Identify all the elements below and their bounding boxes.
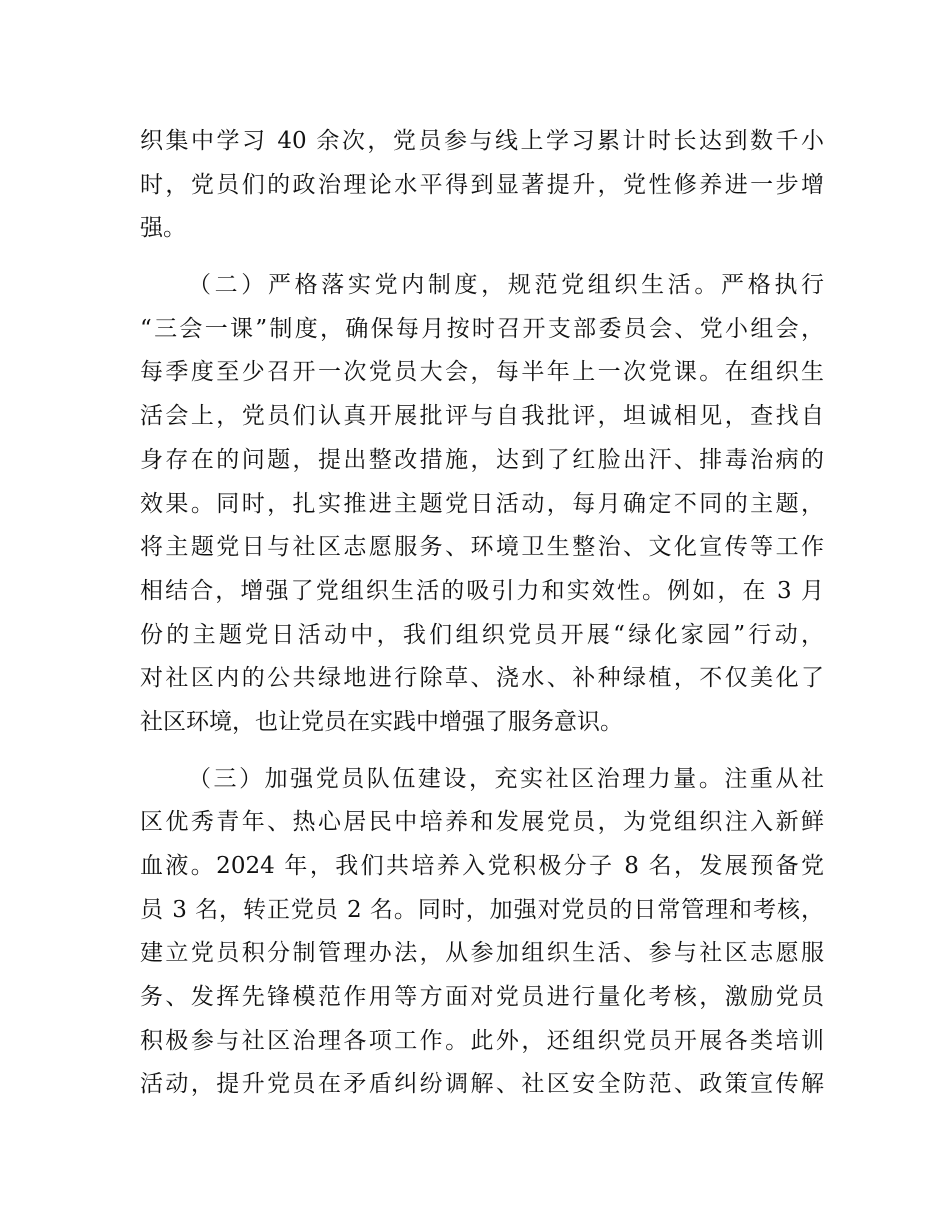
text-line: 份的主题党日活动中，我们组织党员开展“绿化家园”行动， <box>140 621 824 648</box>
text-line: 对社区内的公共绿地进行除草、浇水、补种绿植，不仅美化了 <box>140 665 824 692</box>
text-line: （三）加强党员队伍建设，充实社区治理力量。注重从社 <box>188 765 824 792</box>
text-line: 身存在的问题，提出整改措施，达到了红脸出汗、排毒治病的 <box>140 446 824 473</box>
paragraph-1 <box>140 120 824 251</box>
text-line: 积极参与社区治理各项工作。此外，还组织党员开展各类培训 <box>140 1027 824 1054</box>
text-line: 务、发挥先锋模范作用等方面对党员进行量化考核，激励党员 <box>140 984 824 1011</box>
text-line: 织集中学习 40 余次，党员参与线上学习累计时长达到数千小 <box>140 128 824 154</box>
text-line: 每季度至少召开一次党员大会，每半年上一次党课。在组织生 <box>140 359 824 386</box>
text-line: 员 3 名，转正党员 2 名。同时，加强对党员的日常管理和考核， <box>140 896 824 923</box>
text-line: 强。 <box>140 215 186 242</box>
text-line: 社区环境，也让党员在实践中增强了服务意识。 <box>140 708 623 735</box>
text-line: 将主题党日与社区志愿服务、环境卫生整治、文化宣传等工作 <box>140 534 824 561</box>
text-line: 活会上，党员们认真开展批评与自我批评，坦诚相见，查找自 <box>140 403 824 430</box>
text-line: 活动，提升党员在矛盾纠纷调解、社区安全防范、政策宣传解 <box>140 1071 824 1098</box>
document-body <box>140 120 824 1107</box>
paragraph-3 <box>140 758 824 1108</box>
text-line: 效果。同时，扎实推进主题党日活动，每月确定不同的主题， <box>140 490 824 517</box>
text-line: 区优秀青年、热心居民中培养和发展党员，为党组织注入新鲜 <box>140 809 824 836</box>
paragraph-2 <box>140 264 824 745</box>
text-line: 时，党员们的政治理论水平得到显著提升，党性修养进一步增 <box>140 171 824 198</box>
text-line: （二）严格落实党内制度，规范党组织生活。严格执行 <box>188 272 824 299</box>
text-line: 血液。2024 年，我们共培养入党积极分子 8 名，发展预备党 <box>140 853 824 879</box>
text-line: 建立党员积分制管理办法，从参加组织生活、参与社区志愿服 <box>140 940 824 967</box>
text-line: “三会一课”制度，确保每月按时召开支部委员会、党小组会， <box>140 315 824 342</box>
text-line: 相结合，增强了党组织生活的吸引力和实效性。例如，在 3 月 <box>140 577 824 604</box>
